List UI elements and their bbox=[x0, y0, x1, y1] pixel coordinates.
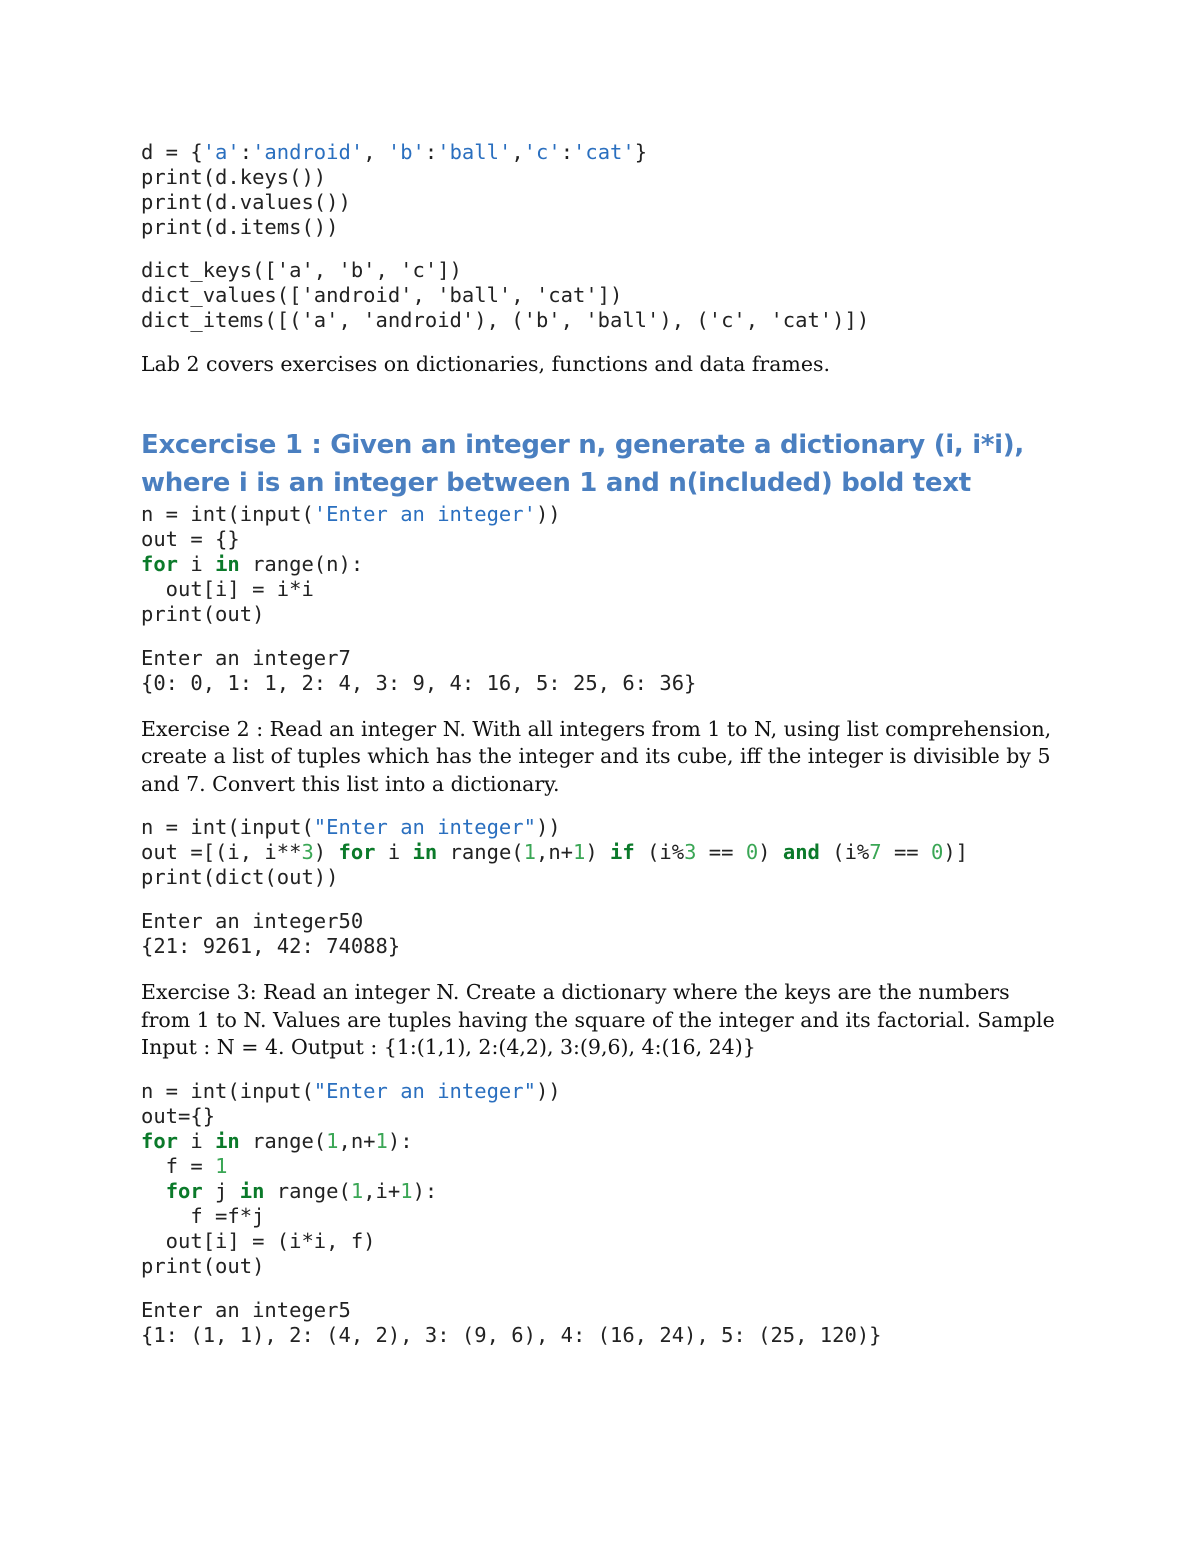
code-token: , bbox=[363, 140, 388, 164]
code-token: ) bbox=[758, 840, 783, 864]
code-line: out[i] = (i*i, f) bbox=[141, 1228, 376, 1253]
code-number: 1 bbox=[375, 1128, 388, 1153]
exercise-2-code bbox=[141, 815, 1061, 890]
output-line: {0: 0, 1: 1, 2: 4, 3: 9, 4: 16, 5: 25, 6: 36} bbox=[141, 670, 697, 695]
output-line: {21: 9261, 42: 74088} bbox=[141, 934, 401, 958]
code-token: , bbox=[511, 140, 524, 164]
code-line: print(d.items()) bbox=[141, 215, 339, 239]
code-line bbox=[141, 1079, 1061, 1104]
output-line: Enter an integer5 bbox=[141, 1297, 351, 1322]
code-string: "Enter an integer" bbox=[313, 815, 536, 839]
code-number: 1 bbox=[523, 840, 536, 864]
code-keyword: for bbox=[165, 1178, 203, 1203]
code-token: == bbox=[696, 840, 746, 864]
code-token: range( bbox=[239, 1128, 327, 1153]
code-token: ) bbox=[313, 840, 339, 864]
code-string: 'Enter an integer' bbox=[313, 501, 536, 526]
code-number: 0 bbox=[745, 840, 759, 864]
code-token: : bbox=[560, 140, 574, 164]
code-line: print(d.keys()) bbox=[141, 165, 327, 189]
code-keyword: if bbox=[610, 840, 635, 864]
code-token: )) bbox=[535, 1078, 561, 1103]
code-token: ): bbox=[412, 1178, 438, 1203]
code-token: i bbox=[178, 551, 216, 576]
code-line bbox=[141, 840, 1061, 865]
exercise-3-code bbox=[141, 1079, 1061, 1279]
code-token: n = int(input( bbox=[141, 815, 314, 839]
exercise-3-description: Exercise 3: Read an integer N. Create a dictionary where the keys are the numbers from 1 to N. Values are tuples having the square of the integer and its factorial. Sample Input : N = 4. Output : {1:(1,1), 2:(4,2), 3:(9,6), 4:(16, 24)} bbox=[141, 980, 1055, 1059]
code-string: 'cat' bbox=[573, 140, 635, 164]
code-line: print(dict(out)) bbox=[141, 865, 339, 889]
code-number: 3 bbox=[684, 840, 697, 864]
exercise-3-output bbox=[141, 1298, 1061, 1348]
code-token: d = { bbox=[141, 140, 203, 164]
code-keyword: in bbox=[239, 1178, 265, 1203]
code-token: ,n+ bbox=[338, 1128, 376, 1153]
code-token: (i% bbox=[634, 840, 685, 864]
code-line: print(d.values()) bbox=[141, 190, 351, 214]
code-keyword: in bbox=[215, 551, 240, 576]
code-line bbox=[141, 1129, 1061, 1154]
output-line: {1: (1, 1), 2: (4, 2), 3: (9, 6), 4: (16, 24), 5: (25, 120)} bbox=[141, 1322, 882, 1347]
code-line: print(out) bbox=[141, 1253, 265, 1278]
code-line bbox=[141, 140, 1061, 165]
code-token: ): bbox=[387, 1128, 413, 1153]
code-token: : bbox=[424, 140, 438, 164]
code-keyword: in bbox=[215, 1128, 240, 1153]
code-keyword: for bbox=[338, 840, 376, 864]
code-number: 7 bbox=[869, 840, 882, 864]
code-token: i bbox=[375, 840, 413, 864]
code-token: )) bbox=[535, 815, 561, 839]
code-string: 'android' bbox=[252, 140, 364, 164]
code-keyword: in bbox=[412, 840, 438, 864]
intro-paragraph: Lab 2 covers exercises on dictionaries, functions and data frames. bbox=[141, 352, 831, 376]
intro-code-block bbox=[141, 140, 1061, 240]
code-number: 3 bbox=[301, 840, 314, 864]
code-token bbox=[141, 1179, 166, 1203]
code-token: i bbox=[178, 1128, 216, 1153]
code-line bbox=[141, 502, 1061, 527]
exercise-1-output bbox=[141, 646, 1061, 696]
code-token: ,n+ bbox=[535, 840, 574, 864]
code-number: 1 bbox=[400, 1178, 413, 1203]
code-token: : bbox=[239, 140, 253, 164]
code-line: f =f*j bbox=[141, 1203, 265, 1228]
code-number: 1 bbox=[573, 840, 586, 864]
code-line bbox=[141, 815, 1061, 840]
document-page bbox=[141, 140, 1061, 1348]
code-token: n = int(input( bbox=[141, 501, 314, 526]
code-line: out={} bbox=[141, 1103, 216, 1128]
code-token: (i% bbox=[819, 840, 870, 864]
code-line bbox=[141, 552, 1061, 577]
code-token: ,i+ bbox=[363, 1178, 401, 1203]
code-token: )) bbox=[535, 501, 561, 526]
exercise-1-code bbox=[141, 502, 1061, 627]
code-number: 0 bbox=[930, 840, 944, 864]
code-line: out[i] = i*i bbox=[141, 576, 314, 601]
code-line: print(out) bbox=[141, 601, 265, 626]
exercise-2-description: Exercise 2 : Read an integer N. With all integers from 1 to N, using list comprehension, create a list of tuples which has the integer and its cube, iff the integer is divisible by 5 and 7. Convert this list into a dictionary. bbox=[141, 716, 1052, 796]
code-token: out =[(i, i** bbox=[141, 840, 302, 864]
code-keyword: for bbox=[141, 1128, 179, 1153]
code-token: f = bbox=[141, 1153, 216, 1178]
code-number: 1 bbox=[350, 1178, 364, 1203]
output-line: dict_items([('a', 'android'), ('b', 'ball'), ('c', 'cat')]) bbox=[141, 308, 870, 332]
output-line: dict_keys(['a', 'b', 'c']) bbox=[141, 258, 462, 282]
output-line: dict_values(['android', 'ball', 'cat']) bbox=[141, 283, 623, 307]
code-token: n = int(input( bbox=[141, 1078, 314, 1103]
output-line: Enter an integer50 bbox=[141, 909, 364, 933]
code-keyword: and bbox=[782, 840, 820, 864]
code-line bbox=[141, 1154, 1061, 1179]
code-token: range(n): bbox=[239, 551, 364, 576]
exercise-2-output bbox=[141, 909, 1061, 959]
code-token: } bbox=[634, 140, 648, 164]
code-keyword: for bbox=[141, 551, 179, 576]
exercise-1-heading: Excercise 1 : Given an integer n, generate a dictionary (i, i*i), where i is an integer between 1 and n(included) bold text bbox=[141, 429, 1024, 498]
code-token: range( bbox=[264, 1178, 351, 1203]
code-string: "Enter an integer" bbox=[313, 1078, 536, 1103]
code-line bbox=[141, 1179, 1061, 1204]
code-string: 'ball' bbox=[437, 140, 512, 164]
code-token: ) bbox=[585, 840, 611, 864]
code-token: range( bbox=[437, 840, 524, 864]
code-string: 'a' bbox=[202, 140, 240, 164]
code-number: 1 bbox=[215, 1153, 228, 1178]
code-number: 1 bbox=[326, 1128, 339, 1153]
output-line: Enter an integer7 bbox=[141, 645, 351, 670]
code-token: j bbox=[202, 1178, 240, 1203]
code-string: 'b' bbox=[387, 140, 425, 164]
intro-output-block bbox=[141, 258, 1061, 333]
code-line: out = {} bbox=[141, 526, 240, 551]
code-token: )] bbox=[943, 840, 969, 864]
code-string: 'c' bbox=[523, 140, 561, 164]
code-token: == bbox=[881, 840, 931, 864]
